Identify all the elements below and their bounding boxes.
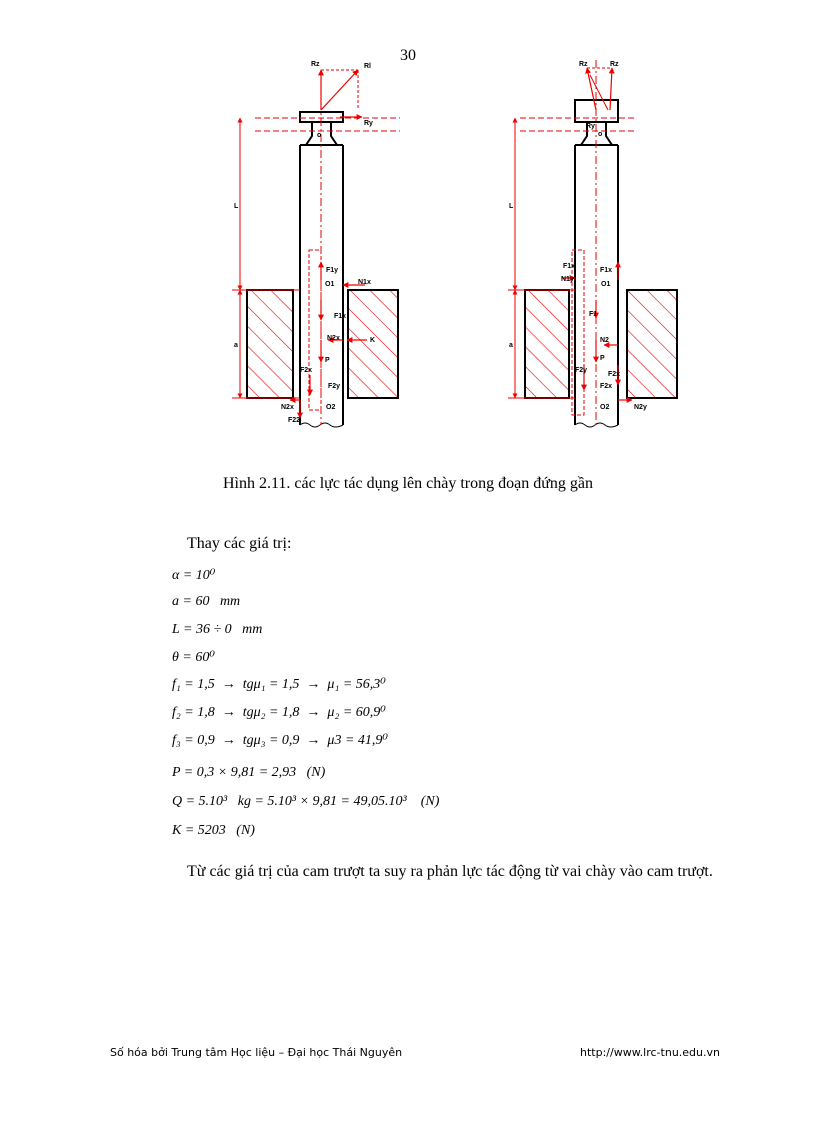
value-Q: Q = 5.10³ kg = 5.10³ × 9,81 = 49,05.10³ (N) <box>172 794 440 809</box>
value-f2: f₂ = 1,8 → tgμ₂ = 1,8 → μ₂ = 60,9⁰ <box>172 705 386 720</box>
label-p: P <box>325 357 330 364</box>
label-f2c: F2x <box>600 383 613 390</box>
label-a: a <box>509 342 513 349</box>
label-rl: Rl <box>364 63 371 70</box>
label-o1: O1 <box>601 281 611 288</box>
value-K: K = 5203 (N) <box>172 823 255 838</box>
label-f2y: F2y <box>328 383 341 390</box>
label-rz-right: Rz <box>610 61 619 68</box>
value-f1: f₁ = 1,5 → tgμ₁ = 1,5 → μ₁ = 56,3⁰ <box>172 677 386 692</box>
value-L: L = 36 ÷ 0 mm <box>172 622 263 637</box>
label-rz: Rz <box>311 61 320 68</box>
left-guide-block-right <box>348 290 398 398</box>
right-punch-head <box>575 100 618 145</box>
value-P: P = 0,3 × 9,81 = 2,93 (N) <box>172 765 326 780</box>
intro-text: Thay các giá trị: <box>187 535 292 552</box>
label-n2: N2 <box>600 337 609 344</box>
label-f2b: F2x <box>608 371 621 378</box>
label-o2: O2 <box>600 404 610 411</box>
label-o1: O1 <box>325 281 335 288</box>
label-f1b: F1x <box>600 267 613 274</box>
force-diagram-figure <box>0 0 816 440</box>
label-f2a: F2y <box>575 367 588 374</box>
label-a: a <box>234 342 238 349</box>
right-diagram <box>508 60 677 427</box>
label-f1y: F1y <box>326 267 339 274</box>
value-f3: f₃ = 0,9 → tgμ₃ = 0,9 → μ3 = 41,9⁰ <box>172 733 389 748</box>
left-guide-block-left <box>247 290 293 398</box>
label-p: P <box>600 355 605 362</box>
label-f1: F1 <box>589 311 598 318</box>
label-f2x: F2x <box>300 367 313 374</box>
label-n1y: N1y <box>561 276 574 283</box>
value-alpha: α = 10⁰ <box>172 568 216 583</box>
value-a: a = 60 mm <box>172 594 241 609</box>
label-k: K <box>370 337 376 344</box>
label-ry: Ry <box>586 123 595 130</box>
label-f1x: F1x <box>334 313 347 320</box>
label-o: o <box>598 131 603 138</box>
value-theta: θ = 60⁰ <box>172 650 215 665</box>
label-n2: N2x <box>281 404 294 411</box>
label-f1a: F1x <box>563 263 576 270</box>
label-n2y: N2y <box>634 404 647 411</box>
label-n1x: N1x <box>358 279 371 286</box>
footer-institution: Số hóa bởi Trung tâm Học liệu – Đại học Thái Nguyên <box>110 1046 403 1059</box>
label-o2: O2 <box>326 404 336 411</box>
page-number: 30 <box>400 47 416 64</box>
right-guide-block-right <box>627 290 677 398</box>
label-rz-left: Rz <box>579 61 588 68</box>
footer-url[interactable]: http://www.lrc-tnu.edu.vn <box>580 1046 720 1059</box>
label-o: o <box>317 132 322 139</box>
left-diagram <box>232 61 400 427</box>
label-ry: Ry <box>364 120 373 127</box>
right-guide-block-left <box>525 290 569 398</box>
conclusion-paragraph: Từ các giá trị của cam trượt ta suy ra phản lực tác động từ vai chày vào cam trượt. <box>187 863 713 880</box>
label-l: L <box>509 203 514 210</box>
label-l: L <box>234 203 239 210</box>
label-f22: F22 <box>288 417 301 424</box>
label-n2x: N2x <box>327 335 340 342</box>
figure-caption: Hình 2.11. các lực tác dụng lên chày trong đoạn đứng gần <box>223 475 593 492</box>
